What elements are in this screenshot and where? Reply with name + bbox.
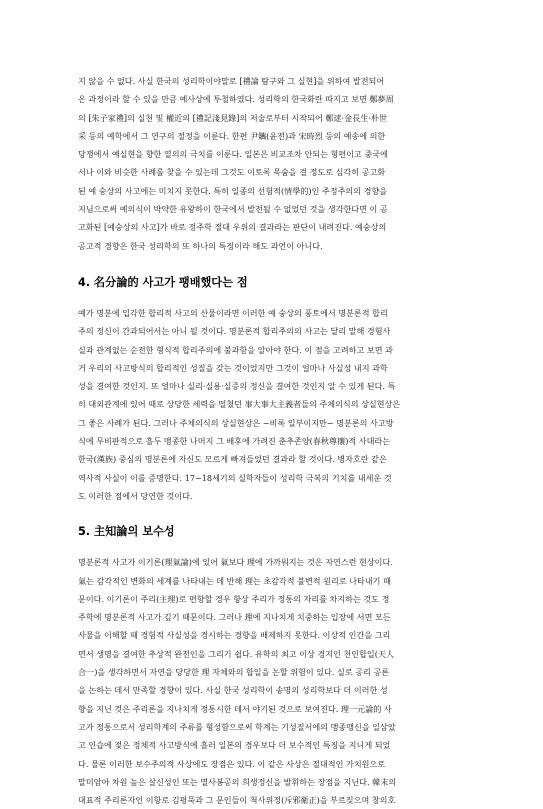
text-line: 그 좋은 사례가 된다. 그러나 주체의식의 상실현상은 −비록 일부이지만− 명분론의 사고방: [78, 417, 394, 428]
text-line: 서나 이와 비슷한 사례를 찾을 수 있는데 그것도 이토록 목숨을 걸 정도로 심각히 공고화: [78, 167, 386, 178]
text-line: 고가 정통으로서 성리학계의 주류를 형성함으로써 학계는 기성질서에의 맹종맹신을 일삼았: [78, 721, 396, 732]
section-5-paragraph: [78, 553, 473, 809]
text-line: 거 우리의 사고방식의 합리적인 성질을 갖는 것이었지만 그것이 얼마나 사실성 내지 과학: [78, 362, 388, 373]
text-line: 고화된 [예숭상의 사고]가 바로 정주학 절대 우위의 결과라는 판단이 내려진다. 예숭상의: [78, 222, 387, 233]
text-line: 다. 물론 이러한 보수주의적 사상에도 장점은 있다. 이 같은 사상은 절대적인 가치원으로: [78, 758, 386, 769]
text-line: 온 과정이라 할 수 있을 만큼 예사상에 투철하였다. 성리학의 한국화란 따지고 보면 鄭夢周: [78, 94, 394, 105]
text-line: 면서 생명을 결여한 추상적 완전인을 그리기 쉽다. 유학의 최고 이상 경지인 천인합일(天人: [78, 648, 395, 659]
text-line: 도 이러한 점에서 당연한 것이다.: [78, 490, 193, 501]
paragraph-previous-section: [78, 72, 473, 255]
text-line: 향을 지닌 것은 주리론을 지나치게 정통시한 데서 야기된 것으로 보여진다. 理一元論的 사: [78, 703, 392, 714]
text-line: 문이다. 이기론이 주리(主理)로 편향할 경우 항상 주리가 정통의 자리를 차지하는 것도 정: [78, 593, 390, 604]
text-line: 지 않을 수 없다. 사실 한국의 성리학이야말로 [禮論 탐구와 그 실현]을 위하여 발전되어: [78, 76, 385, 86]
text-line: 예가 명분에 입각한 합리적 사고의 산물이라면 이러한 예 숭상의 풍토에서 명분론적 합리: [78, 307, 388, 318]
text-line: 식에 무비판적으로 흘두 맹종한 나머지 그 배후에 가려진 춘추존양(春秋尊攘)적 사대라는: [78, 436, 391, 447]
text-line: 대표적 주리론자인 이항로 김평묵과 그 문인들이 척사위정(斥邪衛正)을 부르짖으며 창의호: [78, 795, 396, 806]
text-line: 히 대외관계에 있어 때로 상당한 세력을 떨쳤던 事大事大主義者들의 주체의식의 상실현상은: [78, 399, 401, 410]
text-line: 실과 관계없는 순전한 형식적 합리주의에 불과함을 알아야 한다. 이 점을 고려하고 보면 과: [78, 344, 393, 355]
text-line: 지님으로써 예의식이 박약한 유왕하이 한국에서 발전될 수 없었던 것을 생각한다면 이 공: [78, 204, 388, 215]
text-line: 당쟁에서 예실현을 향한 열의의 극치를 이룬다. 일본은 비교조차 안되는 형편이고 중국에: [78, 149, 388, 160]
text-line: 역사적 사실이 이를 증명한다. 17~18세기의 실학자들이 성리학 극복의 기치를 내세운 것: [78, 472, 392, 483]
text-line: 을 논하는 데서 만족할 경향이 있다. 사실 한국 성리학이 송명의 성리학보다 더 이러한 성: [78, 685, 388, 696]
text-line: 주의 정신이 간과되어서는 아니 될 것이다. 명분론적 합리주의의 사고는 달리 말해 경험사: [78, 326, 391, 337]
section-4-heading: 4. 名分論的 사고가 팽배했다는 점: [78, 275, 248, 289]
text-line: 주학에 명분론적 사고가 깊기 때문이다. 그러나 理에 지나치게 치중하는 입장에 서면 모든: [78, 612, 391, 623]
section-4-paragraph: [78, 304, 473, 505]
text-line: 한국(漢族) 중심의 명분론에 자신도 모르게 빠져들었던 결과라 할 것이다. 병자호란 같은: [78, 454, 387, 465]
text-line: 氣는 감각적인 변화의 세계를 나타내는 데 반해 理는 초감각적 불변적 원리로 나타내기 때: [78, 575, 391, 586]
text-line: 된 예 숭상의 사고에는 미치지 못한다. 특히 일종의 선험적(情學的)인 주정주의의 경향을: [78, 185, 388, 196]
text-line: 의 [朱子家禮]의 실천 및 權近의 [禮記淺見錄]의 저술로부터 시작되어 鄭逑·金長生·朴世: [78, 112, 388, 123]
text-line: 사물을 이해할 때 경험적 사실성을 경시하는 경향을 배제하지 못한다. 이상적 인간을 그리: [78, 630, 391, 641]
text-line: 성을 결여한 것인지. 또 얼마나 실리·실용·실증의 정신을 결여한 것인지 알 수 있게 된다. 특: [78, 381, 396, 392]
text-line: 合一)을 생각하면서 자연을 당당한 理 자체와의 합일을 논할 위험이 있다. 실로 공리 공론: [78, 667, 390, 678]
text-line: 공고적 경향은 한국 성리학의 또 하나의 특징이라 해도 과언이 아니다.: [78, 240, 323, 251]
text-line: 采 등의 예학에서 그 연구의 절정을 이룬다. 한편 尹鑴(윤전)과 宋時烈 등의 예송에 의한: [78, 130, 386, 141]
text-line: 말미암아 차원 높은 살신성인 또는 멸사봉공의 희생정신을 발휘하는 장점을 지닌다. 韓末의: [78, 776, 397, 787]
text-line: 고 인습에 젖은 정체적 사고방식에 흘러 일본의 경우보다 더 보수적인 특징을 지니게 되었: [78, 740, 391, 751]
section-5-heading: 5. 主知論의 보수성: [78, 525, 175, 539]
text-line: 명분론적 사고가 이기론(理氣論)에 있어 氣보다 理에 가까워지는 것은 자연스런 현상이다.: [78, 557, 393, 568]
